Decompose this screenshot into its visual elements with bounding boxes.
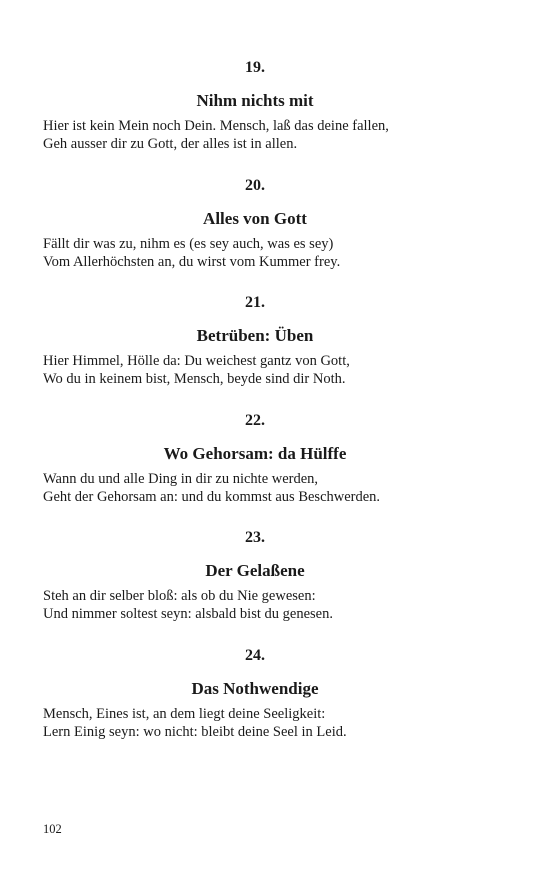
page-number: 102: [43, 822, 62, 836]
verse-line: Hier Himmel, Hölle da: Du weichest gantz von Gott,: [43, 353, 350, 369]
poem-title: Alles von Gott: [203, 209, 307, 228]
verse-line: Wann du und alle Ding in dir zu nichte werden,: [43, 471, 319, 487]
poem-title: Der Gelaßene: [205, 561, 305, 580]
verse-line: Mensch, Eines ist, an dem liegt deine Seeligkeit:: [43, 706, 326, 722]
verse-line: Hier ist kein Mein noch Dein. Mensch, laß das deine fallen,: [43, 118, 389, 134]
poem-21: [43, 293, 467, 388]
verse-line: Geht der Gehorsam an: und du kommst aus Beschwerden.: [43, 489, 381, 505]
verse-line: Steh an dir selber bloß: als ob du Nie gewesen:: [43, 588, 316, 604]
verse-line: Lern Einig seyn: wo nicht: bleibt deine Seel in Leid.: [43, 724, 347, 740]
poem-title: Betrüben: Üben: [196, 326, 314, 345]
poem-verse: [43, 587, 467, 623]
verse-line: Geh ausser dir zu Gott, der alles ist in allen.: [43, 136, 298, 152]
poem-number: 22.: [245, 412, 265, 429]
poem-19: [43, 58, 467, 153]
poem-title: Wo Gehorsam: da Hülffe: [163, 444, 347, 463]
poem-verse: [43, 705, 467, 741]
verse-line: Und nimmer soltest seyn: alsbald bist du genesen.: [43, 606, 333, 622]
poem-verse: [43, 470, 467, 506]
poem-number: 20.: [245, 177, 265, 194]
verse-line: Vom Allerhöchsten an, du wirst vom Kummer frey.: [43, 254, 341, 270]
poem-verse: [43, 117, 467, 153]
poem-23: [43, 528, 467, 623]
poem-20: [43, 176, 467, 271]
poem-22: [43, 411, 467, 506]
poem-number: 23.: [245, 529, 265, 546]
poem-verse: [43, 352, 467, 388]
poem-number: 24.: [245, 647, 265, 664]
verse-line: Fällt dir was zu, nihm es (es sey auch, was es sey): [43, 236, 334, 252]
poem-verse: [43, 235, 467, 271]
poem-number: 19.: [245, 59, 265, 76]
poem-title: Das Nothwendige: [191, 679, 319, 698]
verse-line: Wo du in keinem bist, Mensch, beyde sind dir Noth.: [43, 371, 346, 387]
poem-number: 21.: [245, 294, 265, 311]
poem-24: [43, 646, 467, 741]
poem-title: Nihm nichts mit: [196, 91, 314, 110]
